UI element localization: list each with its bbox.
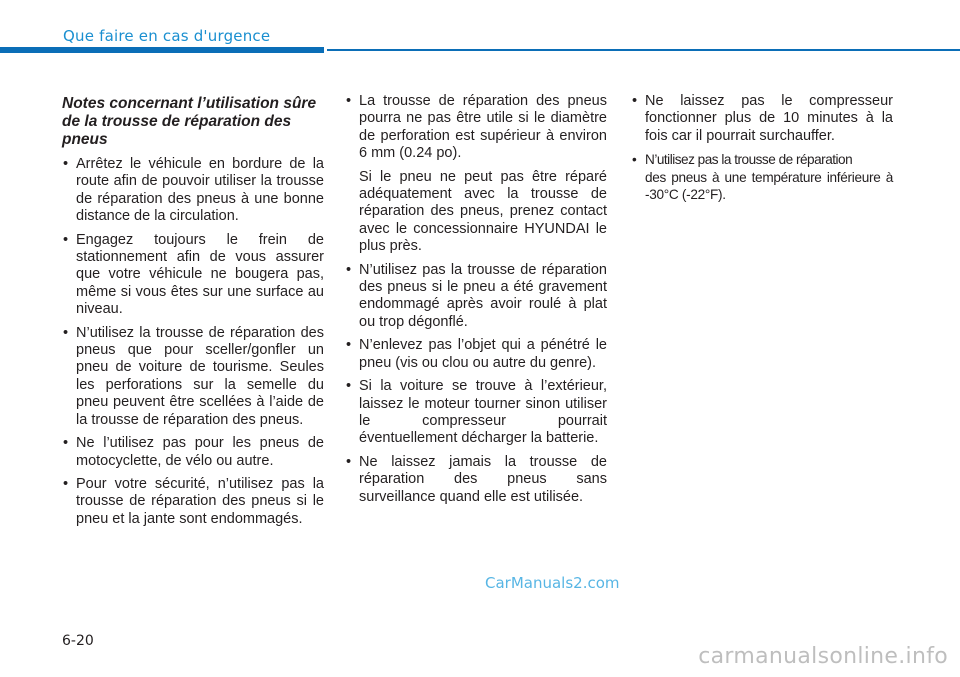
list-item-note: Si le pneu ne peut pas être réparé adéquatement avec la trousse de réparation des pneus, prenez contact avec le concessionnaire HYUNDAI le plus près. [359,168,607,255]
bullet-list [345,93,607,163]
list-item: • Ne laissez pas le compresseur fonctionner plus de 10 minutes à la fois car il pourrait surchauffer. [631,93,893,145]
list-item: • Si la voiture se trouve à l’extérieur, laissez le moteur tourner sinon utiliser le compresseur pourrait éventuellement décharger la batterie. [345,378,607,448]
list-item [631,151,893,168]
list-item: • Pour votre sécurité, n’utilisez pas la trousse de réparation des pneus si le pneu et la jante sont endommagés. [62,476,324,528]
page-number: 6-20 [62,633,94,649]
list-item: • N’utilisez pas la trousse de réparation des pneus si le pneu a été gravement endommagé après avoir roulé à plat ou trop dégonflé. [345,262,607,332]
list-item: • Engagez toujours le frein de stationnement afin de vous assurer que votre véhicule ne bougera pas, même si vous êtes sur une surface au niveau. [62,232,324,319]
watermark-link[interactable]: CarManuals2.com [485,574,620,592]
column-3 [631,93,893,209]
footer-watermark: carmanualsonline.info [698,644,948,669]
list-item-continuation: des pneus à une température inférieure à -30°C (-22°F). [645,169,893,203]
section-heading: Notes concernant l’utilisation sûre de la trousse de réparation des pneus [62,95,317,148]
header-rule-thin [327,49,960,51]
bullet-list [631,93,893,169]
list-item-text: N’utilisez pas la trousse de réparation [645,152,853,168]
column-2 [345,93,607,512]
list-item: • N’enlevez pas l’objet qui a pénétré le pneu (vis ou clou ou autre du genre). [345,337,607,372]
list-item: • N’utilisez la trousse de réparation des pneus que pour sceller/gonfler un pneu de voiture de tourisme. Seules les perforations sur la semelle du pneu peuvent être scellées à l’aide de la trousse de réparation des pneus. [62,325,324,429]
list-item: • Ne l’utilisez pas pour les pneus de motocyclette, de vélo ou autre. [62,435,324,470]
bullet-list [345,262,607,506]
list-item: • La trousse de réparation des pneus pourra ne pas être utile si le diamètre de perforation est supérieur à environ 6 mm (0.24 po). [345,93,607,163]
header-rule-thick [0,47,324,53]
list-item: • Ne laissez jamais la trousse de réparation des pneus sans surveillance quand elle est utilisée. [345,454,607,506]
bullet-list [62,156,324,528]
section-title: Que faire en cas d'urgence [63,27,271,45]
list-item: • Arrêtez le véhicule en bordure de la route afin de pouvoir utiliser la trousse de réparation des pneus à une bonne distance de la circulation. [62,156,324,226]
column-1 [62,93,324,534]
